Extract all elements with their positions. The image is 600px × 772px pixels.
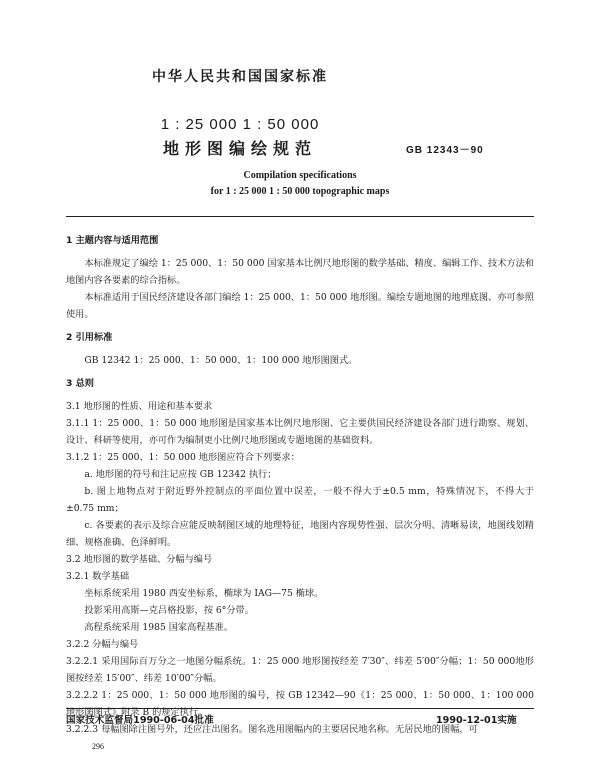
clause-3-1-2-item-c: c. 各要素的表示及综合应能反映制图区域的地理特征，地图内容现势性强、层次分明、清晰易读，地图线划精细、规格准确、色泽鲜明。	[66, 520, 534, 548]
standard-organization: 中华人民共和国国家标准	[152, 69, 328, 85]
clause-3-2-1-projection: 投影采用高斯—克吕格投影，按 6°分带。	[84, 605, 254, 616]
document-title-en-line1: Compilation specifications	[243, 170, 357, 181]
map-scale-title: 1 : 25 000 1 : 50 000	[160, 116, 320, 133]
section-3-heading: 3 总则	[66, 378, 94, 389]
section-2-heading: 2 引用标准	[66, 332, 113, 343]
document-title-cn: 地形图编绘规范	[162, 139, 317, 158]
header-divider	[66, 216, 534, 217]
clause-3-1-2-item-b: b. 图上地物点对于附近野外控制点的平面位置中误差，一般不得大于±0.5 mm，特殊情况下，不得大于±0.75 mm；	[66, 486, 534, 514]
clause-3-1-1: 3.1.1 1：25 000、1：50 000 地形图是国家基本比例尺地形图、它主要供国民经济建设各部门进行勘察、规划、设计、科研等使用，亦可作为编制更小比例尺地形图或专题地图的基础资料。	[66, 418, 534, 446]
clause-3-2-1-coordinate-system: 坐标系统采用 1980 西安坐标系，椭球为 IAG—75 椭球。	[84, 588, 324, 599]
subsection-3-2-heading: 3.2 地形图的数学基础、分幅与编号	[66, 554, 213, 565]
document-title-en-line2: for 1 : 25 000 1 : 50 000 topographic maps	[210, 186, 390, 197]
section-1-paragraph-1: 本标准规定了编绘 1：25 000、1：50 000 国家基本比例尺地形图的数学基础、精度、编辑工作、技术方法和地图内容各要素的综合指标。	[66, 258, 534, 286]
section-2-reference: GB 12342 1：25 000、1：50 000、1：100 000 地形图图式。	[84, 355, 358, 366]
effective-date: 1990-12-01实施	[436, 715, 517, 726]
standard-code: GB 12343－90	[406, 145, 484, 156]
subsection-3-1-heading: 3.1 地形图的性质、用途和基本要求	[66, 401, 213, 412]
clause-3-2-2-heading: 3.2.2 分幅与编号	[66, 639, 139, 650]
clause-3-2-1-heading: 3.2.1 数学基础	[66, 571, 130, 582]
footer-divider	[66, 708, 534, 709]
clause-3-2-2-1: 3.2.2.1 采用国际百万分之一地图分幅系统。1：25 000 地形图按经差 7′30″、纬差 5′00″分幅；1：50 000地形图按经差 15′00″、纬差 10′00″分幅。	[66, 656, 534, 684]
section-1-heading: 1 主题内容与适用范围	[66, 235, 159, 246]
clause-3-2-1-elevation: 高程系统采用 1985 国家高程基准。	[84, 622, 234, 633]
page-number: 296	[92, 742, 104, 751]
approval-date: 国家技术监督局1990-06-04批准	[66, 715, 214, 726]
section-1-paragraph-2: 本标准适用于国民经济建设各部门编绘 1：25 000、1：50 000 地形图。编绘专题地图的地理底图、亦可参照使用。	[66, 292, 534, 320]
clause-3-1-2: 3.1.2 1：25 000、1：50 000 地形图应符合下列要求：	[66, 452, 300, 463]
document-body	[66, 226, 534, 738]
clause-3-1-2-item-a: a. 地形图的符号和注记应按 GB 12342 执行；	[84, 469, 277, 480]
clause-3-2-2-2: 3.2.2.2 1：25 000、1：50 000 地形图的编号，按 GB 12342—90《1：25 000、1：50 000、1：100 000 地形图图式》附录 B 的规定执行。	[66, 690, 534, 718]
clause-3-2-2-3: 3.2.2.3 每幅图除注图号外，还应注出图名。图名选用图幅内的主要居民地名称。无居民地的图幅，可	[66, 724, 478, 735]
